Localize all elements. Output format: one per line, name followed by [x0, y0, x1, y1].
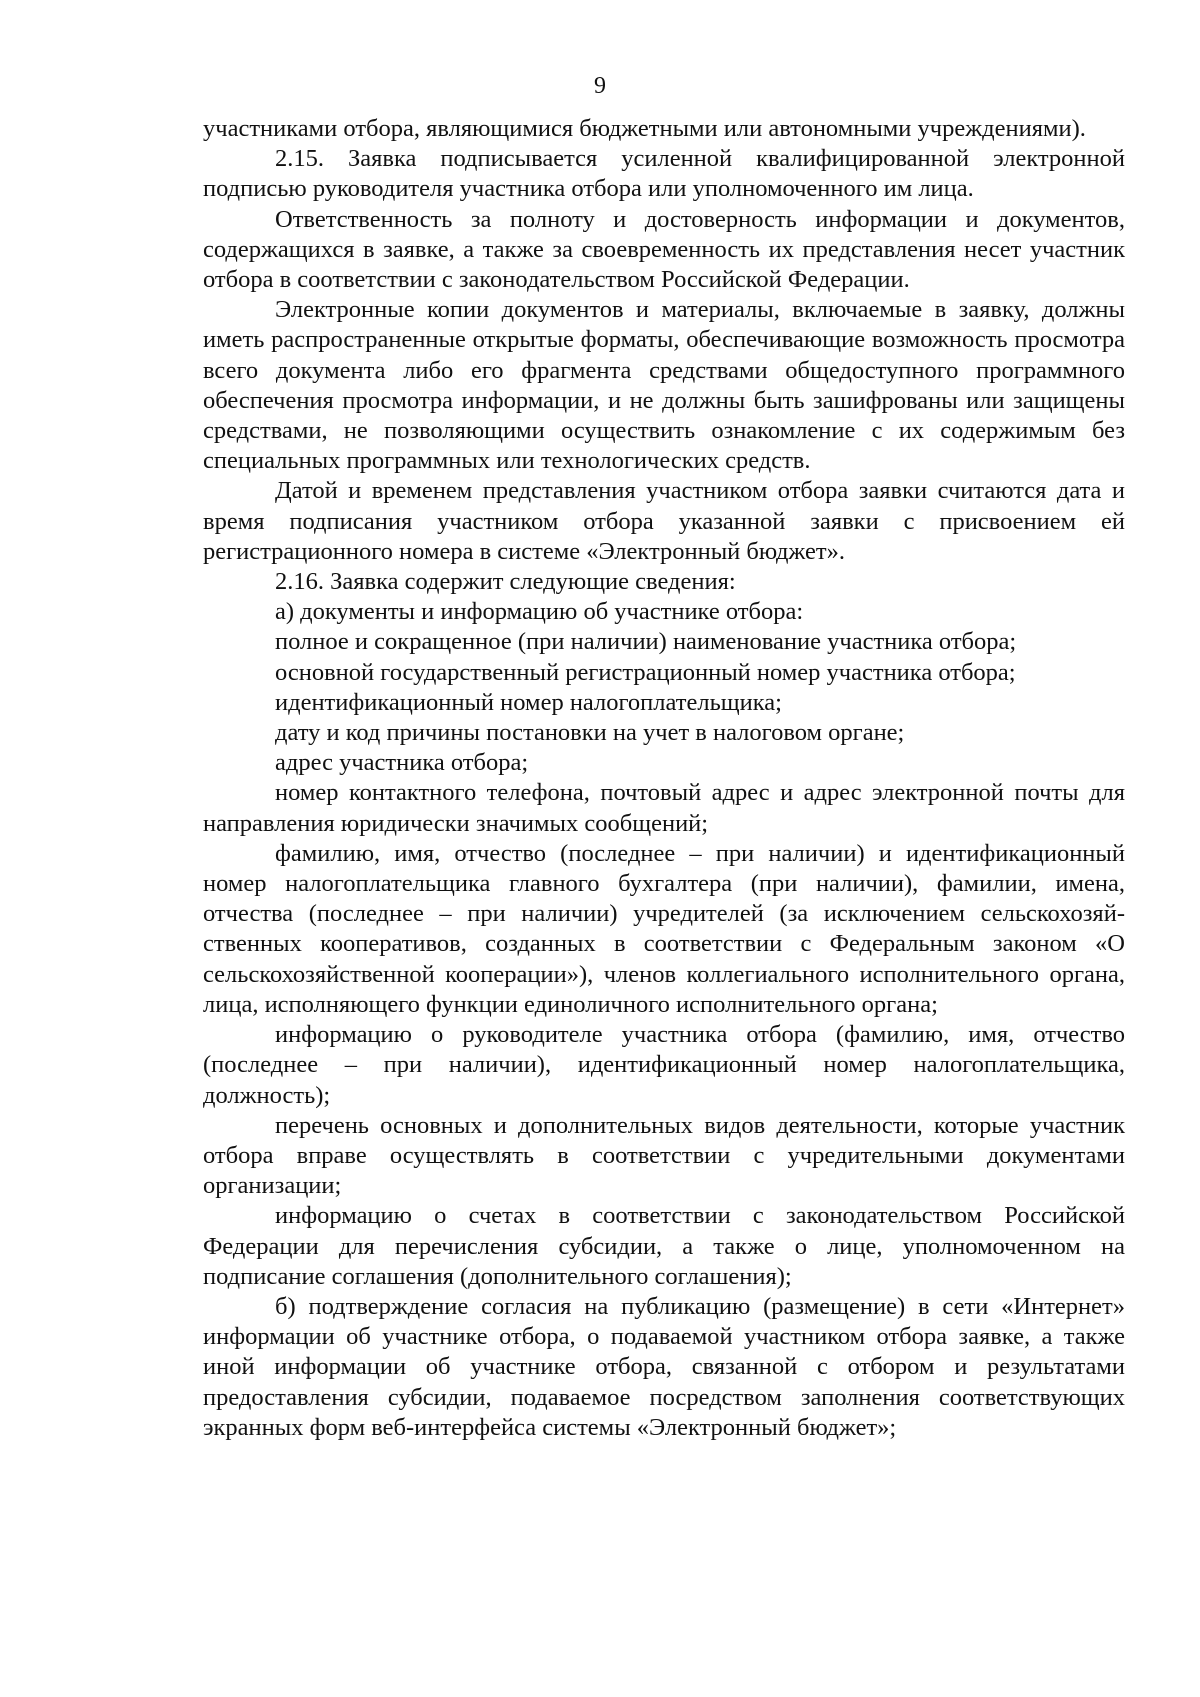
paragraph: Датой и временем представления участником отбора заявки считаются дата и время подписания участником отбора указанной заявки с присвоением ей регистрационного номера в системе «Электронный бюджет».	[203, 477, 1125, 565]
list-item: фамилию, имя, отчество (последнее – при наличии) и идентификационный номер налогоплательщика главного бухгалтера (при наличии), фамилии, имена, отчества (последнее – при наличии) учредителей (за исключением сельскохозяйственных кооперативов, созданных в соответствии с Федеральным законом «О сельскохозяйственной кооперации»), членов коллегиального исполнительного органа, лица, исполняющего функции единоличного исполнительного органа;	[203, 839, 1125, 1018]
list-item: основной государственный регистрационный номер участника отбора;	[275, 658, 1016, 686]
paragraph: Ответственность за полноту и достоверность информации и документов, содержащихся в заявке, а также за своевременность их представления несет участник отбора в соответствии с законодательством Российской Федерации.	[203, 205, 1125, 294]
page-number: 9	[594, 73, 606, 99]
list-item: номер контактного телефона, почтовый адрес и адрес электронной почты для направления юридически значимых сообщений;	[203, 779, 1125, 837]
list-item: информацию о счетах в соответствии с законодательством Российской Федерации для перечисления субсидии, а также о лице, уполномоченном на подписание соглашения (дополнительного соглашения);	[203, 1202, 1125, 1290]
list-item: дату и код причины постановки на учет в налоговом органе;	[275, 719, 905, 747]
list-item: б) подтверждение согласия на публикацию (размещение) в сети «Интернет» информации об участнике отбора, о подаваемой участником отбора заявке, а также иной информации об участнике отбора, связанной с отбором и результатами предоставления субсидии, подаваемое посредством заполнения соответствующих экранных форм веб-интерфейса системы «Электронный бюджет»;	[203, 1292, 1125, 1441]
paragraph: 2.15. Заявка подписывается усиленной квалифицированной электронной подписью руководителя участника отбора или уполномоченного им лица.	[203, 145, 1125, 203]
list-item: полное и сокращенное (при наличии) наименование участника отбора;	[275, 628, 1017, 656]
list-item: информацию о руководителе участника отбора (фамилию, имя, отчество (последнее – при наличии), идентификационный номер налогоплательщика, должность);	[203, 1021, 1125, 1109]
section-heading: 2.16. Заявка содержит следующие сведения:	[275, 568, 736, 596]
list-item: идентификационный номер налогоплательщика;	[275, 688, 782, 716]
paragraph: участниками отбора, являющимися бюджетными или автономными учреждениями).	[203, 115, 1086, 142]
list-item: а) документы и информацию об участнике отбора:	[275, 598, 804, 626]
list-item: адрес участника отбора;	[275, 749, 529, 777]
paragraph: Электронные копии документов и материалы, включаемые в заявку, должны иметь распространенные открытые форматы, обеспечивающие возможность просмотра всего документа либо его фрагмента средствами общедоступного программного обеспечения просмотра информации, и не должны быть зашифрованы или защищены средствами, не позволяющими осуществить ознакомление с их содержимым без специальных программных или технологических средств.	[203, 296, 1125, 475]
list-item: перечень основных и дополнительных видов деятельности, которые участник отбора вправе осуществлять в соответствии с учредительными документами организации;	[203, 1111, 1125, 1200]
document-body	[203, 114, 1125, 1443]
